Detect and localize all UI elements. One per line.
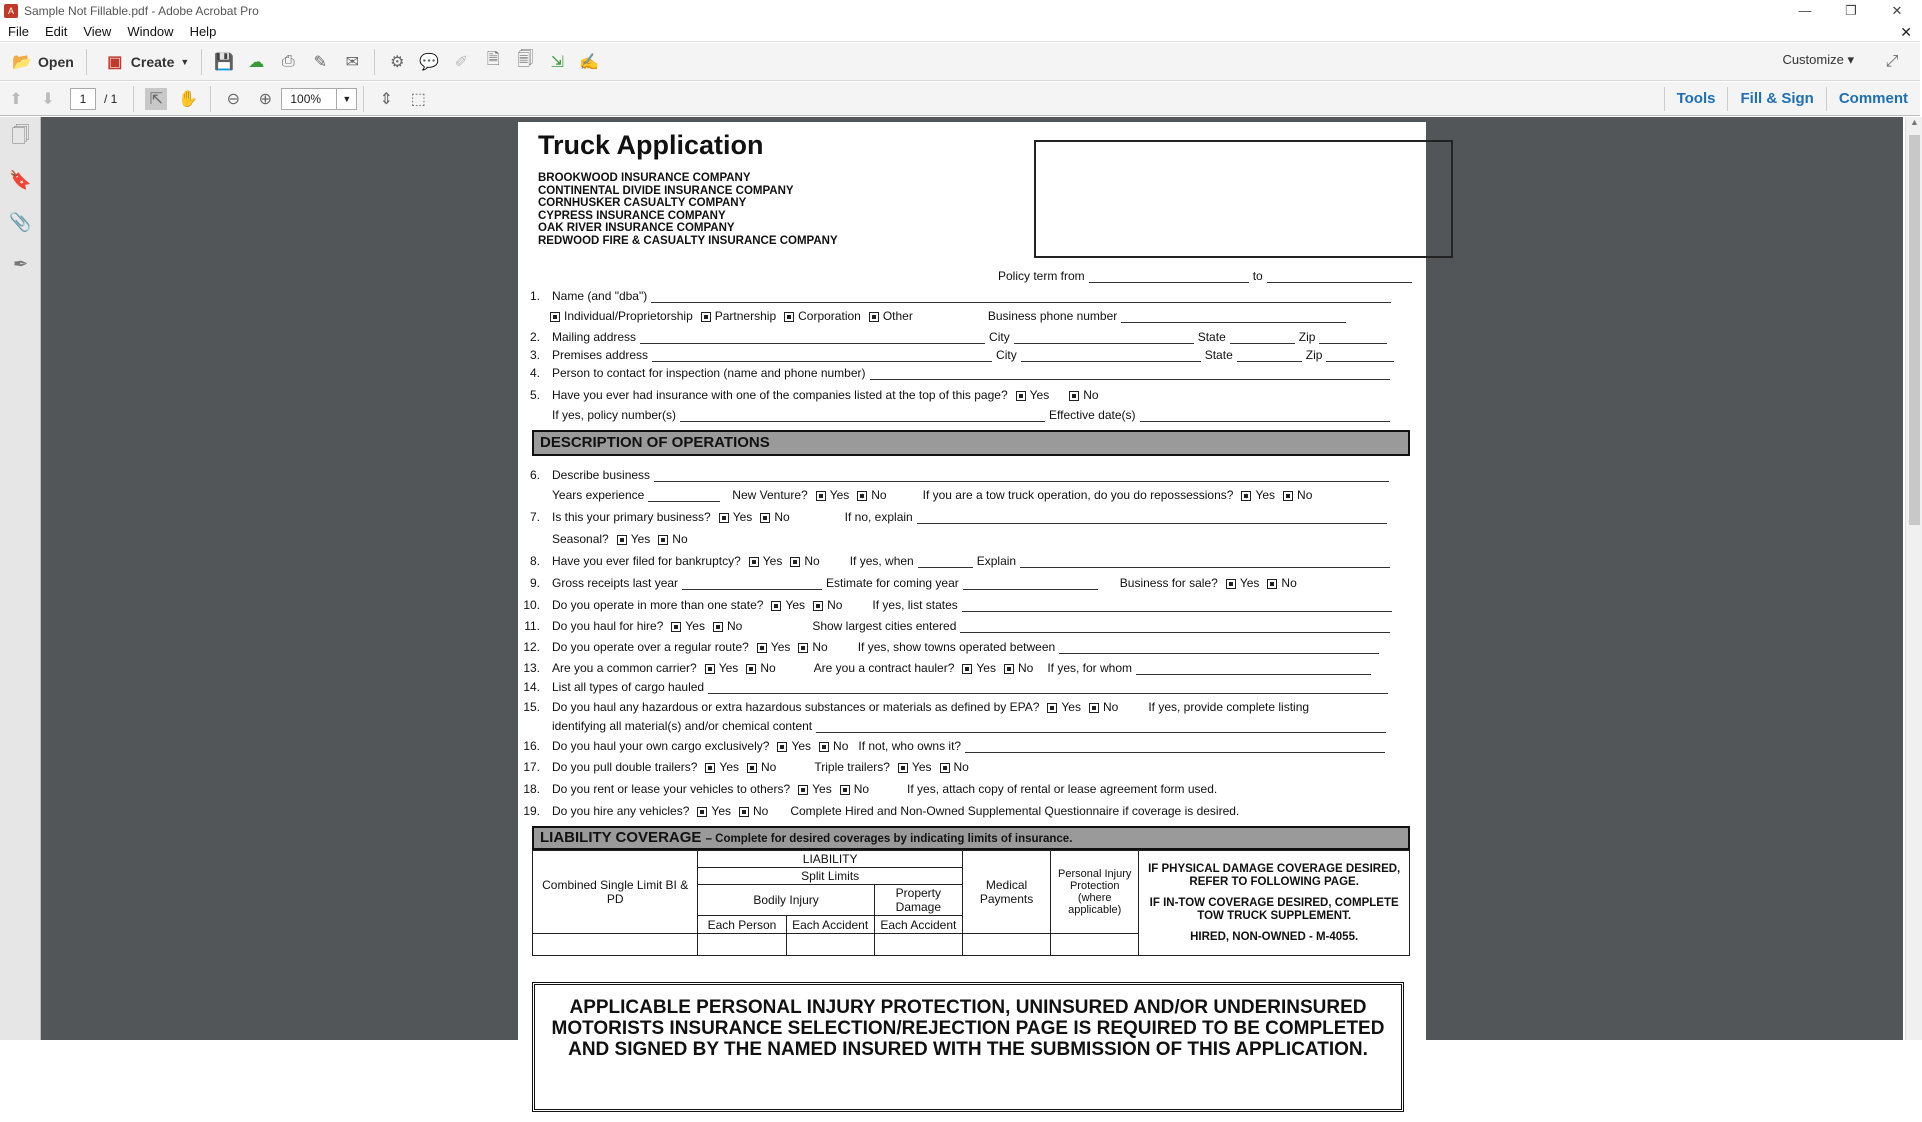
checkbox-icon	[617, 535, 627, 545]
checkbox-icon	[719, 513, 729, 523]
checkbox-icon	[840, 785, 850, 795]
each-person-header: Each Person	[698, 916, 786, 934]
yes-label: Yes	[1255, 488, 1276, 502]
q12-label: Do you operate over a regular route?	[552, 640, 749, 654]
export-icon[interactable]: ⇲	[550, 53, 564, 71]
list-states-label: If yes, list states	[872, 598, 958, 612]
no-label: No	[804, 554, 820, 568]
note-in-tow: IF IN-TOW COVERAGE DESIRED, COMPLETE TOW TRUCK SUPPLEMENT.	[1149, 896, 1399, 922]
q18b-label: If yes, attach copy of rental or lease agreement form used.	[907, 782, 1218, 796]
attachments-icon[interactable]: 📎	[9, 211, 32, 232]
no-label: No	[760, 661, 776, 675]
email-icon[interactable]: ✉	[345, 53, 359, 71]
q5b-label: If yes, policy number(s)	[552, 408, 677, 422]
q19-label: Do you hire any vehicles?	[552, 804, 690, 818]
liability-heading: LIABILITY COVERAGE	[540, 829, 702, 846]
yes-label: Yes	[785, 598, 806, 612]
to-label: to	[1252, 269, 1263, 283]
checkbox-icon	[749, 557, 759, 567]
restore-button[interactable]: ❐	[1845, 3, 1857, 18]
entity-option: Partnership	[714, 309, 777, 323]
checkbox-icon	[771, 601, 781, 611]
checkbox-icon	[697, 807, 707, 817]
entity-option: Corporation	[798, 309, 861, 323]
zoom-in-icon[interactable]: ⊕	[258, 90, 273, 108]
liability-table	[532, 850, 1410, 956]
state-label: State	[1197, 330, 1226, 344]
create-button[interactable]	[93, 48, 196, 76]
contract-hauler-label: Are you a contract hauler?	[813, 661, 955, 675]
window-title: Sample Not Fillable.pdf - Adobe Acrobat Pro	[24, 4, 259, 18]
chevron-down-icon: ▼	[180, 56, 190, 67]
checkbox-icon	[1069, 391, 1079, 401]
section-liability-coverage	[532, 826, 1410, 850]
estimate-label: Estimate for coming year	[826, 576, 959, 590]
if-no-explain-label: If no, explain	[844, 510, 913, 524]
zip-label: Zip	[1305, 348, 1323, 362]
menu-help[interactable]: Help	[189, 24, 217, 39]
tow-label: If you are a tow truck operation, do you do repossessions?	[922, 488, 1234, 502]
yes-label: Yes	[630, 532, 651, 546]
pip-header: Personal Injury Protection (where applicable)	[1051, 851, 1139, 934]
menu-bar	[0, 22, 1920, 42]
checkbox-icon	[784, 312, 794, 322]
page-total: / 1	[104, 91, 118, 106]
q9-label: Gross receipts last year	[552, 576, 679, 590]
show-towns-label: If yes, show towns operated between	[857, 640, 1056, 654]
q1-label: Name (and "dba")	[552, 289, 648, 303]
fill-sign-pane-button[interactable]: Fill & Sign	[1727, 87, 1825, 111]
select-tool-icon[interactable]: ⇱	[145, 88, 167, 110]
save-icon[interactable]: 💾	[214, 53, 235, 71]
business-phone-label: Business phone number	[987, 309, 1118, 323]
zoom-out-icon[interactable]: ⊖	[226, 90, 241, 108]
entity-option: Individual/Proprietorship	[564, 309, 693, 323]
create-label: Create	[130, 53, 175, 70]
checkbox-icon	[701, 312, 711, 322]
form-title: Truck Application	[538, 130, 764, 160]
comment-pane-button[interactable]: Comment	[1826, 87, 1920, 111]
yes-label: Yes	[976, 661, 996, 675]
q8-label: Have you ever filed for bankruptcy?	[552, 554, 741, 568]
menu-view[interactable]: View	[83, 24, 112, 39]
q5-label: Have you ever had insurance with one of the companies listed at the top of this page?	[552, 388, 1008, 402]
coverage-notes	[1139, 851, 1410, 956]
previous-page-icon[interactable]: ⬆	[9, 90, 23, 108]
who-owns-label: If not, who owns it?	[858, 739, 962, 753]
triple-label: Triple trailers?	[814, 760, 890, 774]
explain-label: Explain	[976, 554, 1017, 568]
checkbox-icon	[1016, 391, 1026, 401]
entity-option: Other	[882, 309, 913, 323]
checkbox-icon	[1004, 664, 1014, 674]
q7-label: Is this your primary business?	[552, 510, 711, 524]
document-viewer[interactable]	[41, 117, 1903, 1060]
checkbox-icon	[757, 643, 767, 653]
checkbox-icon	[1089, 703, 1099, 713]
close-document-icon[interactable]: ✕	[1900, 24, 1912, 40]
effective-dates-label: Effective date(s)	[1049, 408, 1136, 422]
liability-header: LIABILITY	[698, 851, 963, 868]
no-label: No	[833, 739, 849, 753]
yes-label: Yes	[1029, 388, 1050, 402]
yes-label: Yes	[911, 760, 932, 774]
title-bar	[0, 0, 1920, 22]
checkbox-icon	[1283, 491, 1293, 501]
q15b-label: If yes, provide complete listing	[1148, 700, 1310, 714]
checkbox-icon	[747, 763, 757, 773]
property-damage-header: Property Damage	[874, 885, 962, 916]
state-label: State	[1204, 348, 1233, 362]
yes-label: Yes	[719, 760, 739, 774]
checkbox-icon	[658, 535, 668, 545]
pages-icon[interactable]: 🗎	[486, 51, 500, 68]
zoom-dropdown[interactable]: ▼	[337, 88, 357, 110]
yes-label: Yes	[685, 619, 705, 633]
comment-icon[interactable]: 💬	[419, 53, 440, 71]
company: OAK RIVER INSURANCE COMPANY	[538, 222, 735, 234]
liability-subheading: – Complete for desired coverages by indicating limits of insurance.	[705, 833, 1073, 845]
company: CYPRESS INSURANCE COMPANY	[538, 209, 726, 222]
checkbox-icon	[713, 622, 723, 632]
open-label: Open	[38, 53, 74, 70]
city-label: City	[996, 348, 1017, 362]
fit-page-icon[interactable]: ⇕	[379, 90, 394, 108]
main-toolbar	[0, 43, 1920, 81]
checkbox-icon	[813, 601, 823, 611]
no-label: No	[812, 640, 828, 654]
scroll-up-icon[interactable]: ▲	[1910, 117, 1919, 127]
q2-label: Mailing address	[552, 330, 637, 344]
checkbox-icon	[1241, 491, 1251, 501]
sign-icon[interactable]: ✍	[579, 53, 600, 71]
yes-label: Yes	[770, 640, 791, 654]
company-list	[538, 172, 838, 247]
next-page-icon[interactable]: ⬇	[41, 90, 55, 108]
checkbox-icon	[739, 807, 749, 817]
yes-label: Yes	[711, 804, 731, 818]
page-number-input[interactable]: 1	[70, 88, 96, 110]
checkbox-icon	[777, 742, 787, 752]
no-label: No	[1102, 700, 1119, 714]
yes-label: Yes	[1061, 700, 1081, 714]
section-description-operations: DESCRIPTION OF OPERATIONS	[532, 430, 1410, 456]
no-label: No	[871, 488, 887, 502]
checkbox-icon	[705, 664, 715, 674]
q16-label: Do you haul your own cargo exclusively?	[552, 739, 770, 753]
largest-cities-label: Show largest cities entered	[812, 619, 957, 633]
minimize-button[interactable]: —	[1798, 3, 1812, 18]
tools-pane-button[interactable]: Tools	[1664, 87, 1728, 111]
yes-label: Yes	[1239, 576, 1260, 590]
note-physical-damage: IF PHYSICAL DAMAGE COVERAGE DESIRED, REFER TO FOLLOWING PAGE.	[1148, 862, 1401, 888]
checkbox-icon	[746, 664, 756, 674]
split-limits-header: Split Limits	[698, 868, 963, 885]
customize-label: Customize	[1782, 52, 1844, 67]
csl-header: Combined Single Limit BI & PD	[533, 851, 698, 934]
open-button[interactable]	[0, 48, 80, 76]
for-whom-label: If yes, for whom	[1047, 661, 1133, 675]
no-label: No	[761, 760, 777, 774]
extract-icon[interactable]: 🗐	[517, 51, 534, 68]
no-label: No	[853, 782, 870, 796]
business-sale-label: Business for sale?	[1119, 576, 1218, 590]
pip-notice: APPLICABLE PERSONAL INJURY PROTECTION, UNINSURED AND/OR UNDERINSURED MOTORISTS INSURANCE SELECTION/REJECTION PAGE IS REQUIRED TO BE COMPLETED AND SIGNED BY THE NAMED INSURED WITH THE SUBMISSION OF THIS APPLICATION.	[532, 982, 1404, 1112]
city-label: City	[989, 330, 1010, 344]
q14-label: List all types of cargo hauled	[552, 680, 705, 694]
checkbox-icon	[705, 763, 715, 773]
q15-label: Do you haul any hazardous or extra hazardous substances or materials as defined by EPA?	[552, 700, 1040, 714]
no-label: No	[827, 598, 843, 612]
q11-label: Do you haul for hire?	[552, 619, 664, 633]
no-label: No	[726, 619, 743, 633]
menu-file[interactable]: File	[8, 24, 29, 39]
no-label: No	[753, 804, 769, 818]
q3-label: Premises address	[552, 348, 649, 362]
q6-label: Describe business	[552, 468, 651, 482]
q17-label: Do you pull double trailers?	[552, 760, 698, 774]
new-venture-label: New Venture?	[732, 488, 808, 502]
scroll-thumb[interactable]	[1909, 135, 1920, 525]
q13-label: Are you a common carrier?	[552, 661, 697, 675]
checkbox-icon	[671, 622, 681, 632]
seasonal-label: Seasonal?	[552, 532, 609, 546]
zoom-input[interactable]: 100%	[281, 88, 337, 110]
yes-label: Yes	[718, 661, 739, 675]
agency-stamp-box	[1034, 140, 1453, 258]
close-button[interactable]: ✕	[1891, 3, 1903, 18]
checkbox-icon	[798, 643, 808, 653]
navigation-toolbar	[0, 82, 1920, 116]
page-thumbnails-icon[interactable]: 🗍	[11, 125, 30, 145]
company: REDWOOD FIRE & CASUALTY INSURANCE COMPANY	[538, 234, 838, 247]
no-label: No	[774, 510, 790, 524]
print-icon[interactable]: ⎙	[281, 52, 295, 70]
checkbox-icon	[940, 763, 950, 773]
company: BROOKWOOD INSURANCE COMPANY	[538, 172, 751, 184]
checkbox-icon	[760, 513, 770, 523]
signatures-icon[interactable]: ✒	[12, 253, 29, 274]
create-pdf-icon: ▣	[107, 53, 123, 71]
checkbox-icon	[962, 664, 972, 674]
checkbox-icon	[816, 491, 826, 501]
no-label: No	[1083, 388, 1099, 402]
q15c-label: identifying all material(s) and/or chemical content	[552, 719, 813, 733]
menu-window[interactable]: Window	[127, 24, 174, 39]
folder-icon: 📂	[12, 53, 32, 71]
note-hired: HIRED, NON-OWNED - M-4055.	[1190, 930, 1359, 943]
yes-label: Yes	[829, 488, 850, 502]
yes-label: Yes	[812, 782, 832, 796]
no-label: No	[953, 760, 969, 774]
yes-label: Yes	[732, 510, 753, 524]
each-accident-header: Each Accident	[786, 916, 874, 934]
company: CORNHUSKER CASUALTY COMPANY	[538, 197, 747, 209]
checkbox-icon	[1047, 703, 1057, 713]
customize-dropdown[interactable]: Customize ▾	[1782, 52, 1854, 67]
checkbox-icon	[798, 785, 808, 795]
no-label: No	[1281, 576, 1297, 590]
navigation-pane	[0, 117, 41, 1040]
no-label: No	[672, 532, 688, 546]
company: CONTINENTAL DIVIDE INSURANCE COMPANY	[538, 184, 794, 197]
q10-label: Do you operate in more than one state?	[552, 598, 764, 612]
no-label: No	[1297, 488, 1313, 502]
bodily-injury-header: Bodily Injury	[698, 885, 874, 916]
expand-icon[interactable]: ⤢	[1885, 52, 1899, 70]
q19b-label: Complete Hired and Non-Owned Supplemental Questionnaire if coverage is desired.	[790, 804, 1240, 818]
menu-edit[interactable]: Edit	[44, 24, 68, 39]
years-experience-label: Years experience	[552, 488, 645, 502]
bookmarks-icon[interactable]: 🔖	[9, 169, 32, 190]
yes-label: Yes	[791, 739, 812, 753]
checkbox-icon	[1226, 579, 1236, 589]
medical-header: Medical Payments	[962, 851, 1050, 934]
no-label: No	[1017, 661, 1034, 675]
settings-icon[interactable]: ⚙	[390, 53, 405, 71]
hand-tool-icon[interactable]: ✋	[178, 90, 199, 108]
q4-label: Person to contact for inspection (name and phone number)	[552, 366, 866, 380]
checkbox-icon	[819, 742, 829, 752]
acrobat-icon: A	[4, 4, 18, 18]
upload-icon[interactable]: ☁	[248, 53, 265, 71]
checkbox-icon	[550, 312, 560, 322]
highlight-icon[interactable]: ✐	[454, 53, 468, 71]
each-accident-header: Each Accident	[874, 916, 962, 934]
checkbox-icon	[869, 312, 879, 322]
checkbox-icon	[857, 491, 867, 501]
yes-label: Yes	[762, 554, 783, 568]
pdf-page: Truck Application BROOKWOOD INSURANCE COMPANY CONTINENTAL DIVIDE INSURANCE COMPANY CORNHUSKER CASUALTY COMPANY CYPRESS INSURANCE COMPANY OAK RIVER INSURANCE COMPANY REDWOOD FIRE & CASUALTY INSURANCE COMPANY Policy term from to 1. Name (and "dba") Individual/Proprietorship Partnership Corporation Other Business phone number 2. Mailing address City State Zip 3. Premises address City State Zip 4. Person to contact for inspection (name and phone number) 5. Have you ever had insurance with one of the companies listed at the top of this page? Yes No If yes, policy number(s) Effective date(s) DESCRIPTION OF OPERATIONS 6. Describe business Years experience New Venture? Yes No If you are a tow truck operation, do you do repossessions? Yes No 7. Is this your primary business? Yes No If no, explain Seasonal? Yes No 8. Have you ever filed for bankruptcy? Yes No If yes, when Explain 9. Gross receipts last year Estimate for coming year Business for sale? Yes No 10. Do you operate in more than one state? Yes No If yes, list states 11. Do you haul for hire? Yes No Show largest cities entered 12. Do you operate over a regular route? Yes No If yes, show towns operated between 13. Are you a common carrier? Yes No Are you a contract hauler? Yes No If yes, for whom 14. List all types of cargo hauled 15. Do you haul any hazardous or extra hazardous substances or materials as defined by EPA? Yes No If yes, provide complete listing identifying all material(s) and/or chemical content 16. Do you haul your own cargo exclusively? Yes No If not, who owns it? 17. Do you pull double trailers? Yes No Triple trailers? Yes No 18. Do you rent or lease your vehicles to others? Yes No If yes, attach copy of rental or lease agreement form used. 19. Do you hire any vehicles? Yes No Complete Hired and Non-Owned Supplemental Questionnaire if coverage is desired. LIABILITY COVERAGE – Complete for desired coverages by indicating limits of insurance. Combined Single Limit BI & PD LIABILITY Medical Payments Personal Injury Protection (where applicable) IF PHYSICAL DAMAGE COVERAGE DESIRED, REFER TO FOLLOWING PAGE. IF IN-TOW COVERAGE DESIRED, COMPLETE TOW TRUCK SUPPLEMENT. HIRED, NON-OWNED - M-4055. Split Limits Bodily Injury Property Damage Each Person Each Accident Each Accident APPLICABLE PERSONAL INJURY PROTECTION, UNINSURED AND/OR UNDERINSURED MOTORISTS INSURANCE SELECTION/REJECTION PAGE IS REQUIRED TO BE COMPLETED AND SIGNED BY THE NAMED INSURED WITH THE SUBMISSION OF THIS APPLICATION.	[518, 122, 1426, 1122]
fit-width-icon[interactable]: ⬚	[410, 90, 426, 108]
checkbox-icon	[790, 557, 800, 567]
vertical-scrollbar[interactable]	[1905, 117, 1922, 1040]
policy-term-label: Policy term from	[998, 269, 1085, 283]
zip-label: Zip	[1298, 330, 1316, 344]
q18-label: Do you rent or lease your vehicles to others?	[552, 782, 791, 796]
if-yes-when-label: If yes, when	[849, 554, 914, 568]
edit-icon[interactable]: ✎	[313, 53, 327, 71]
checkbox-icon	[898, 763, 908, 773]
checkbox-icon	[1267, 579, 1277, 589]
